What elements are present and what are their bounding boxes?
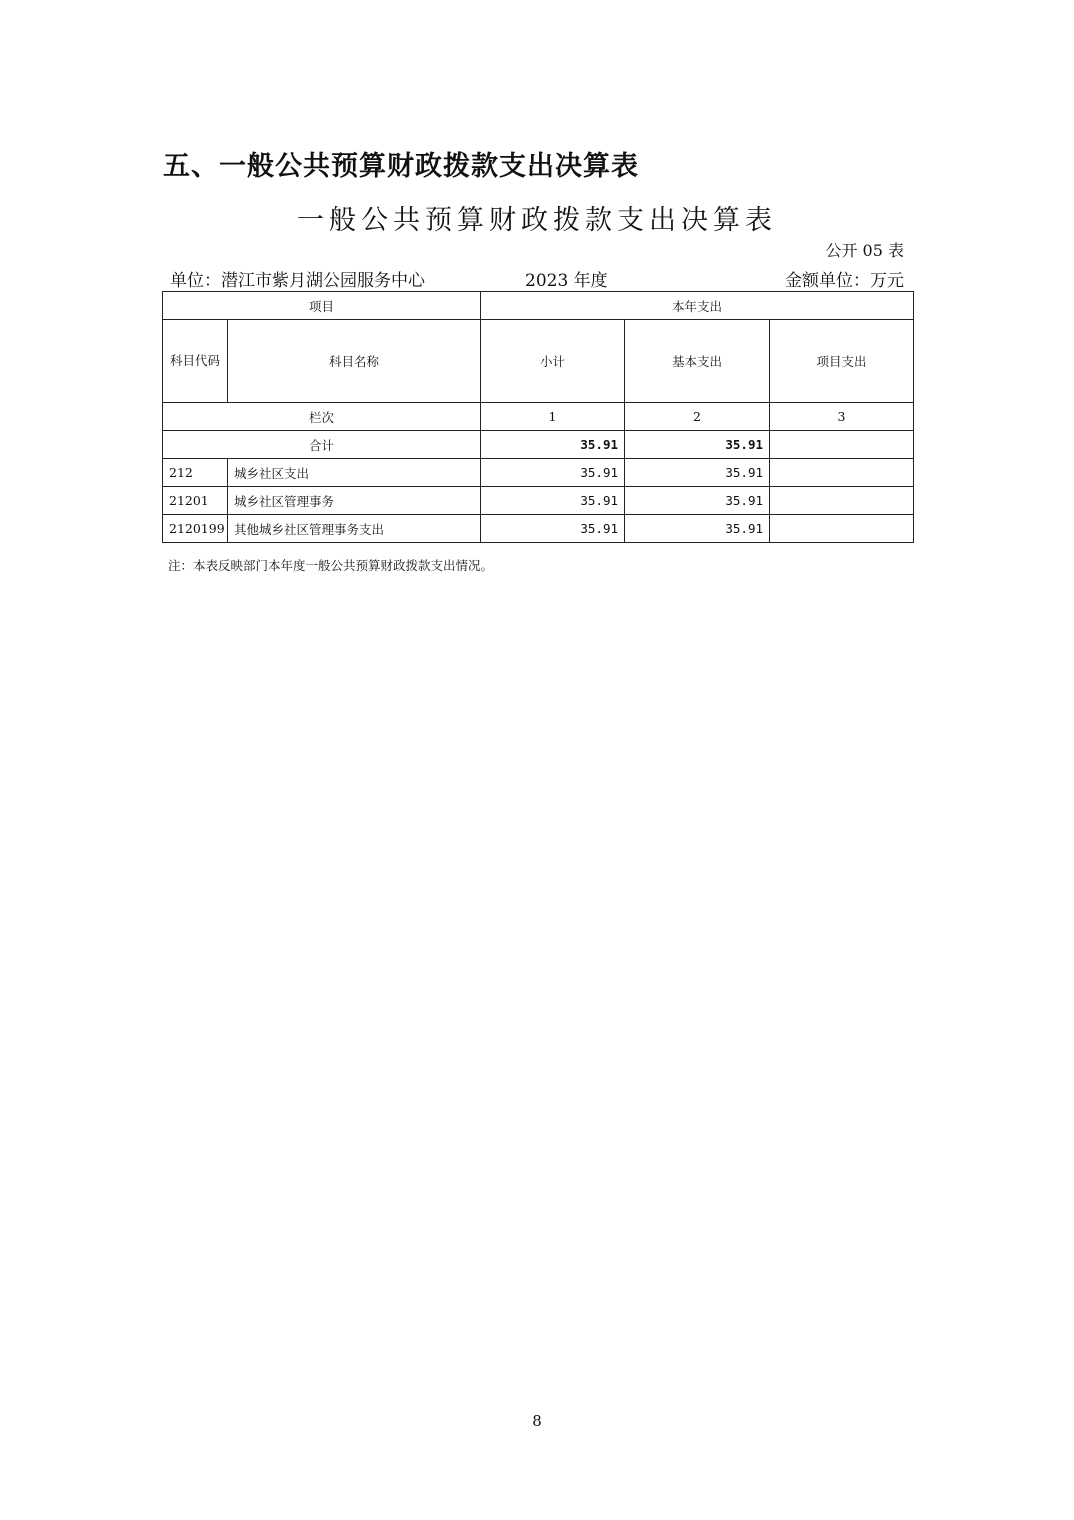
- table-note: 注：本表反映部门本年度一般公共预算财政拨款支出情况。: [168, 558, 494, 573]
- column-number-3: 3: [770, 403, 914, 431]
- row-name: 城乡社区管理事务: [228, 487, 481, 515]
- unit-label: 单位：潜江市紫月湖公园服务中心: [170, 271, 425, 291]
- row-project: [770, 459, 914, 487]
- row-basic: 35.91: [625, 459, 770, 487]
- header-subtotal: 小计: [481, 320, 625, 403]
- section-title: 五、一般公共预算财政拨款支出决算表: [163, 151, 639, 182]
- table-title: 一般公共预算财政拨款支出决算表: [297, 205, 777, 236]
- header-current-year: 本年支出: [481, 292, 914, 320]
- row-code: 21201: [163, 487, 228, 515]
- total-row: [163, 431, 914, 459]
- row-subtotal: 35.91: [481, 515, 625, 543]
- header-code: 科目代码: [163, 320, 228, 403]
- total-subtotal: 35.91: [481, 431, 625, 459]
- form-number: 公开 05 表: [825, 241, 904, 260]
- header-row-1: [163, 292, 914, 320]
- meta-row: [170, 266, 904, 290]
- header-row-2: [163, 320, 914, 403]
- row-subtotal: 35.91: [481, 487, 625, 515]
- row-basic: 35.91: [625, 487, 770, 515]
- page-number: 8: [532, 1412, 542, 1430]
- table-row: [163, 515, 914, 543]
- row-project: [770, 487, 914, 515]
- money-unit-label: 金额单位：万元: [785, 271, 904, 291]
- row-name: 城乡社区支出: [228, 459, 481, 487]
- header-basic: 基本支出: [625, 320, 770, 403]
- row-project: [770, 515, 914, 543]
- total-basic: 35.91: [625, 431, 770, 459]
- total-label: 合计: [163, 431, 481, 459]
- row-code: 212: [163, 459, 228, 487]
- table-row: [163, 487, 914, 515]
- column-number-2: 2: [625, 403, 770, 431]
- row-basic: 35.91: [625, 515, 770, 543]
- year-label: 2023 年度: [525, 271, 608, 291]
- column-number-label: 栏次: [163, 403, 481, 431]
- header-project: 项目支出: [770, 320, 914, 403]
- row-subtotal: 35.91: [481, 459, 625, 487]
- row-code: 2120199: [163, 515, 228, 543]
- row-name: 其他城乡社区管理事务支出: [228, 515, 481, 543]
- header-name: 科目名称: [228, 320, 481, 403]
- column-number-row: [163, 403, 914, 431]
- column-number-1: 1: [481, 403, 625, 431]
- table-row: [163, 459, 914, 487]
- budget-table: [162, 291, 914, 543]
- header-item: 项目: [163, 292, 481, 320]
- total-project: [770, 431, 914, 459]
